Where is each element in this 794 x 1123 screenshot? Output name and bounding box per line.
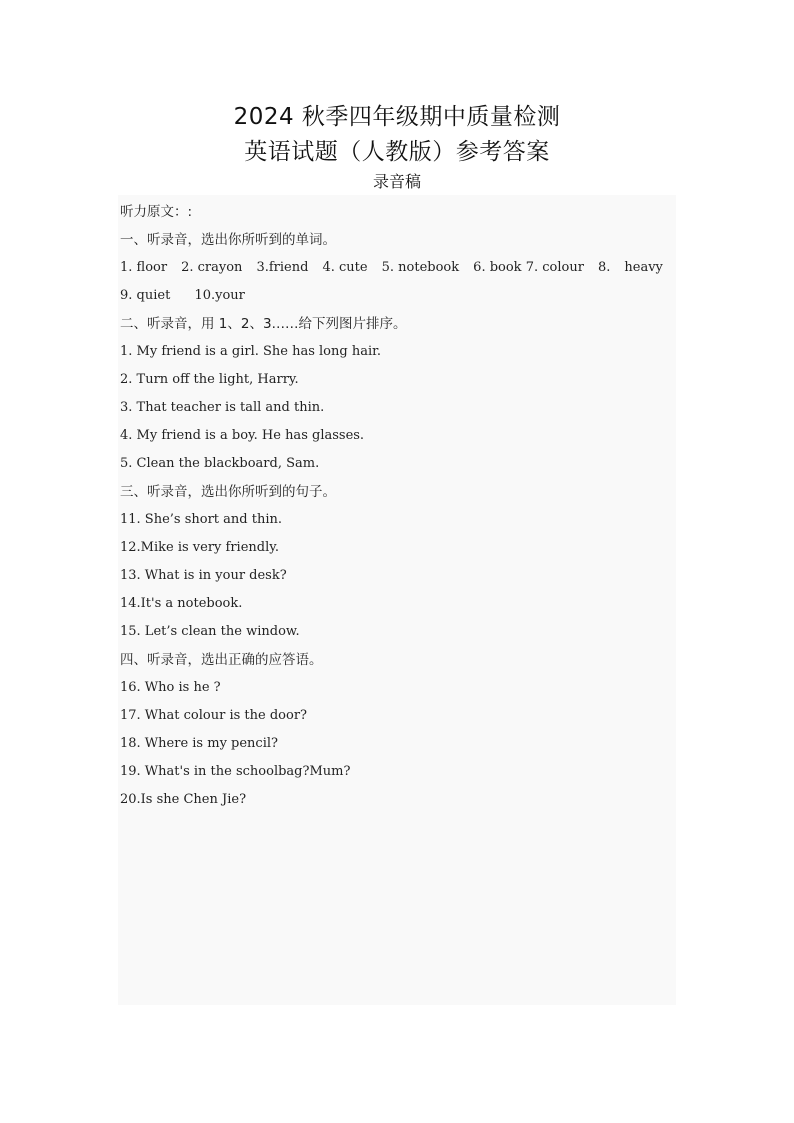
list-item: 15. Let’s clean the window. [120,624,300,639]
list-item: 4. My friend is a boy. He has glasses. [120,428,365,443]
word-item: heavy [624,260,663,275]
list-item: 1. My friend is a girl. She has long hair. [120,344,382,359]
intro-label: 听力原文：: [120,204,193,220]
section1-word-row-2 [120,287,265,305]
word-item: 4. cute [322,260,368,275]
word-item: 3.friend [256,260,309,275]
document-title: 2024 秋季四年级期中质量检测 [233,104,561,130]
word-item: 6. book 7. colour [473,260,584,275]
word-item: 8. [597,260,611,275]
list-item: 12.Mike is very friendly. [120,540,280,555]
word-item: 9. quiet [120,288,171,303]
section2-heading: 二、听录音，用 1、2、3……给下列图片排序。 [120,316,407,332]
section4-heading: 四、听录音，选出正确的应答语。 [120,652,323,668]
list-item: 5. Clean the blackboard, Sam. [120,456,320,471]
list-item: 3. That teacher is tall and thin. [120,400,325,415]
document-section-title: 录音稿 [372,172,421,191]
section1-word-row-1 [120,259,663,277]
list-item: 19. What's in the schoolbag?Mum? [120,764,351,779]
list-item: 13. What is in your desk? [120,568,287,583]
section1-heading: 一、听录音，选出你所听到的单词。 [120,232,336,248]
list-item: 2. Turn off the light, Harry. [120,372,299,387]
document-subtitle: 英语试题（人教版）参考答案 [244,139,550,165]
list-item: 18. Where is my pencil? [120,736,278,751]
word-item: 10.your [194,288,245,303]
word-item: 5. notebook [381,260,460,275]
list-item: 17. What colour is the door? [120,708,308,723]
list-item: 20.Is she Chen Jie? [120,792,247,807]
list-item: 16. Who is he ? [120,680,221,695]
section3-heading: 三、听录音，选出你所听到的句子。 [120,484,336,500]
list-item: 11. She’s short and thin. [120,512,282,527]
list-item: 14.It's a notebook. [120,596,243,611]
word-item: 2. crayon [181,260,243,275]
word-item: 1. floor [120,260,168,275]
